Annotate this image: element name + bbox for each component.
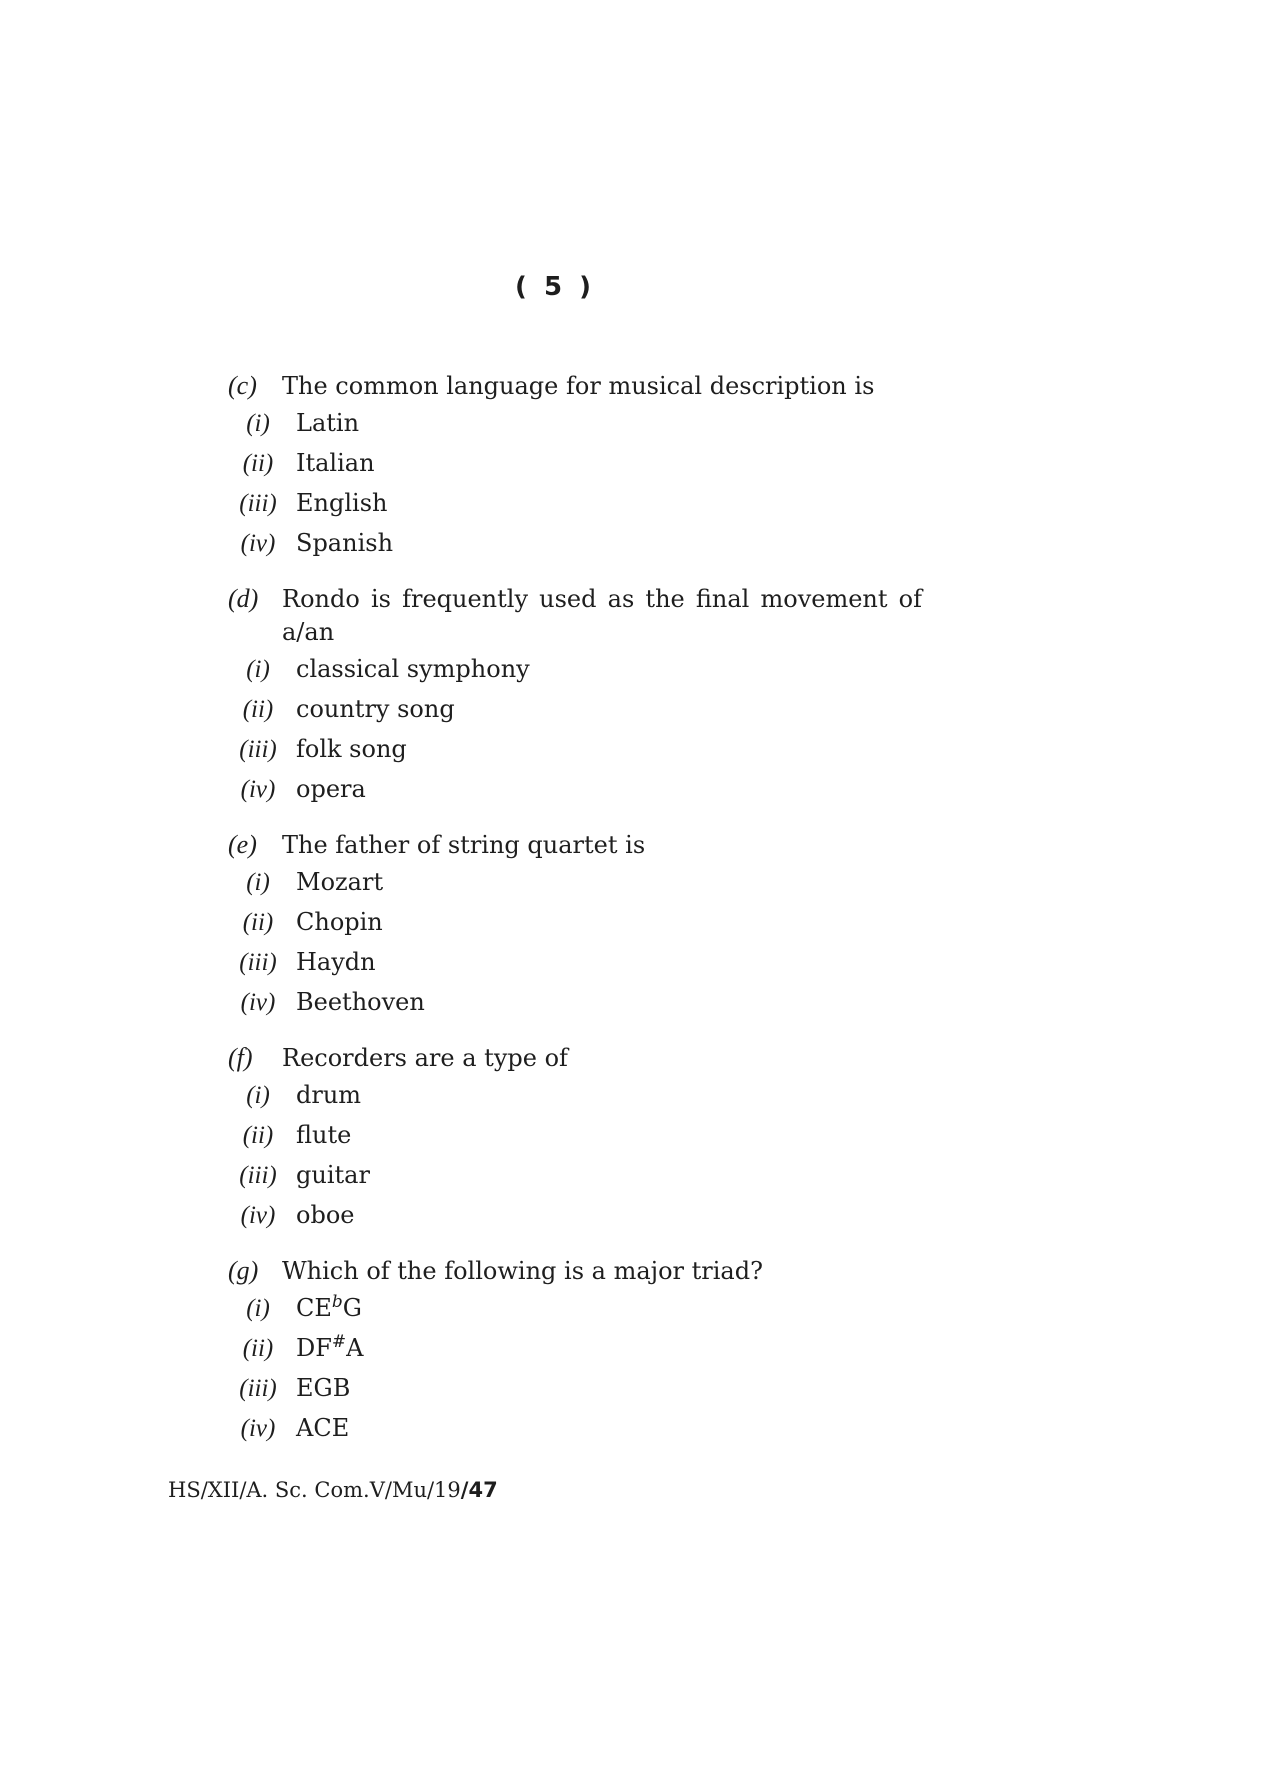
option-item [228, 948, 928, 988]
question-label: (d) [228, 584, 259, 613]
option-item [228, 1121, 928, 1161]
chord-notes: CE [296, 1294, 332, 1322]
paper-number: /47 [460, 1478, 498, 1502]
chord-notes: G [342, 1294, 362, 1322]
option-list [228, 1081, 928, 1241]
option-label: (iv) [240, 1202, 276, 1229]
option-label: (iii) [239, 736, 277, 763]
option-item [228, 1374, 928, 1414]
option-label: (ii) [242, 909, 274, 936]
option-text: folk song [296, 735, 407, 763]
option-text: opera [296, 775, 366, 803]
footer-code [168, 1478, 498, 1502]
option-label: (i) [246, 1082, 270, 1109]
question-text: Recorders are a type of [282, 1044, 568, 1072]
chord-notes: A [346, 1334, 364, 1362]
option-text: ACE [296, 1414, 350, 1442]
option-text: Spanish [296, 529, 394, 557]
option-text: Beethoven [296, 988, 425, 1016]
question-e [228, 829, 928, 1028]
option-list [228, 1294, 928, 1454]
option-text: flute [296, 1121, 352, 1149]
option-label: (iii) [239, 949, 277, 976]
option-item [228, 1201, 928, 1241]
option-item [228, 1334, 928, 1374]
option-text [288, 1334, 364, 1362]
paper-code: HS/XII/A. Sc. Com.V/Mu/19 [168, 1478, 461, 1502]
option-label: (iii) [239, 1162, 277, 1189]
option-label: (i) [246, 410, 270, 437]
question-text: Rondo is frequently used as the final movement of a/an [282, 585, 922, 646]
option-text: Italian [296, 449, 375, 477]
option-item [228, 409, 928, 449]
option-label: (iv) [240, 776, 276, 803]
option-label: (i) [246, 869, 270, 896]
option-list [228, 655, 928, 815]
page-number: ( 5 ) [515, 272, 595, 302]
option-label: (ii) [242, 696, 274, 723]
option-text: classical symphony [296, 655, 530, 683]
option-item [228, 868, 928, 908]
option-text: Latin [296, 409, 360, 437]
option-text: Haydn [296, 948, 376, 976]
option-label: (ii) [242, 1122, 274, 1149]
option-label: (iii) [239, 1375, 277, 1402]
option-label: (iv) [240, 1415, 276, 1442]
option-text: EGB [296, 1374, 351, 1402]
option-item [228, 655, 928, 695]
option-label: (ii) [242, 1335, 274, 1362]
option-label: (i) [246, 656, 270, 683]
option-text: country song [296, 695, 455, 723]
option-text: Mozart [296, 868, 384, 896]
option-list [228, 868, 928, 1028]
flat-symbol: b [331, 1292, 343, 1312]
question-d [228, 583, 928, 815]
question-label: (g) [228, 1256, 259, 1285]
question-label: (f) [228, 1043, 253, 1072]
option-text: Chopin [296, 908, 383, 936]
option-text: English [296, 489, 388, 517]
option-label: (ii) [242, 450, 274, 477]
option-label: (iii) [239, 490, 277, 517]
option-item [228, 908, 928, 948]
option-label: (iv) [240, 989, 276, 1016]
question-list [228, 370, 928, 1468]
question-text: The common language for musical description is [282, 372, 875, 400]
option-item [228, 1294, 928, 1334]
option-item [228, 489, 928, 529]
chord-notes: DF [296, 1334, 332, 1362]
option-item [228, 1161, 928, 1201]
option-text: drum [296, 1081, 362, 1109]
question-text: The father of string quartet is [282, 831, 646, 859]
option-label: (iv) [240, 530, 276, 557]
option-list [228, 409, 928, 569]
option-item [228, 1081, 928, 1121]
question-g [228, 1255, 928, 1454]
option-text: oboe [296, 1201, 355, 1229]
option-item [228, 529, 928, 569]
option-item [228, 695, 928, 735]
question-label: (e) [228, 830, 257, 859]
sharp-symbol: # [331, 1332, 347, 1352]
option-item [228, 449, 928, 489]
question-text: Which of the following is a major triad? [282, 1257, 763, 1285]
option-text: guitar [296, 1161, 370, 1189]
question-f [228, 1042, 928, 1241]
option-label: (i) [246, 1295, 270, 1322]
option-item [228, 775, 928, 815]
question-c [228, 370, 928, 569]
question-label: (c) [228, 371, 257, 400]
option-item [228, 1414, 928, 1454]
option-item [228, 988, 928, 1028]
option-item [228, 735, 928, 775]
option-text [288, 1294, 362, 1322]
